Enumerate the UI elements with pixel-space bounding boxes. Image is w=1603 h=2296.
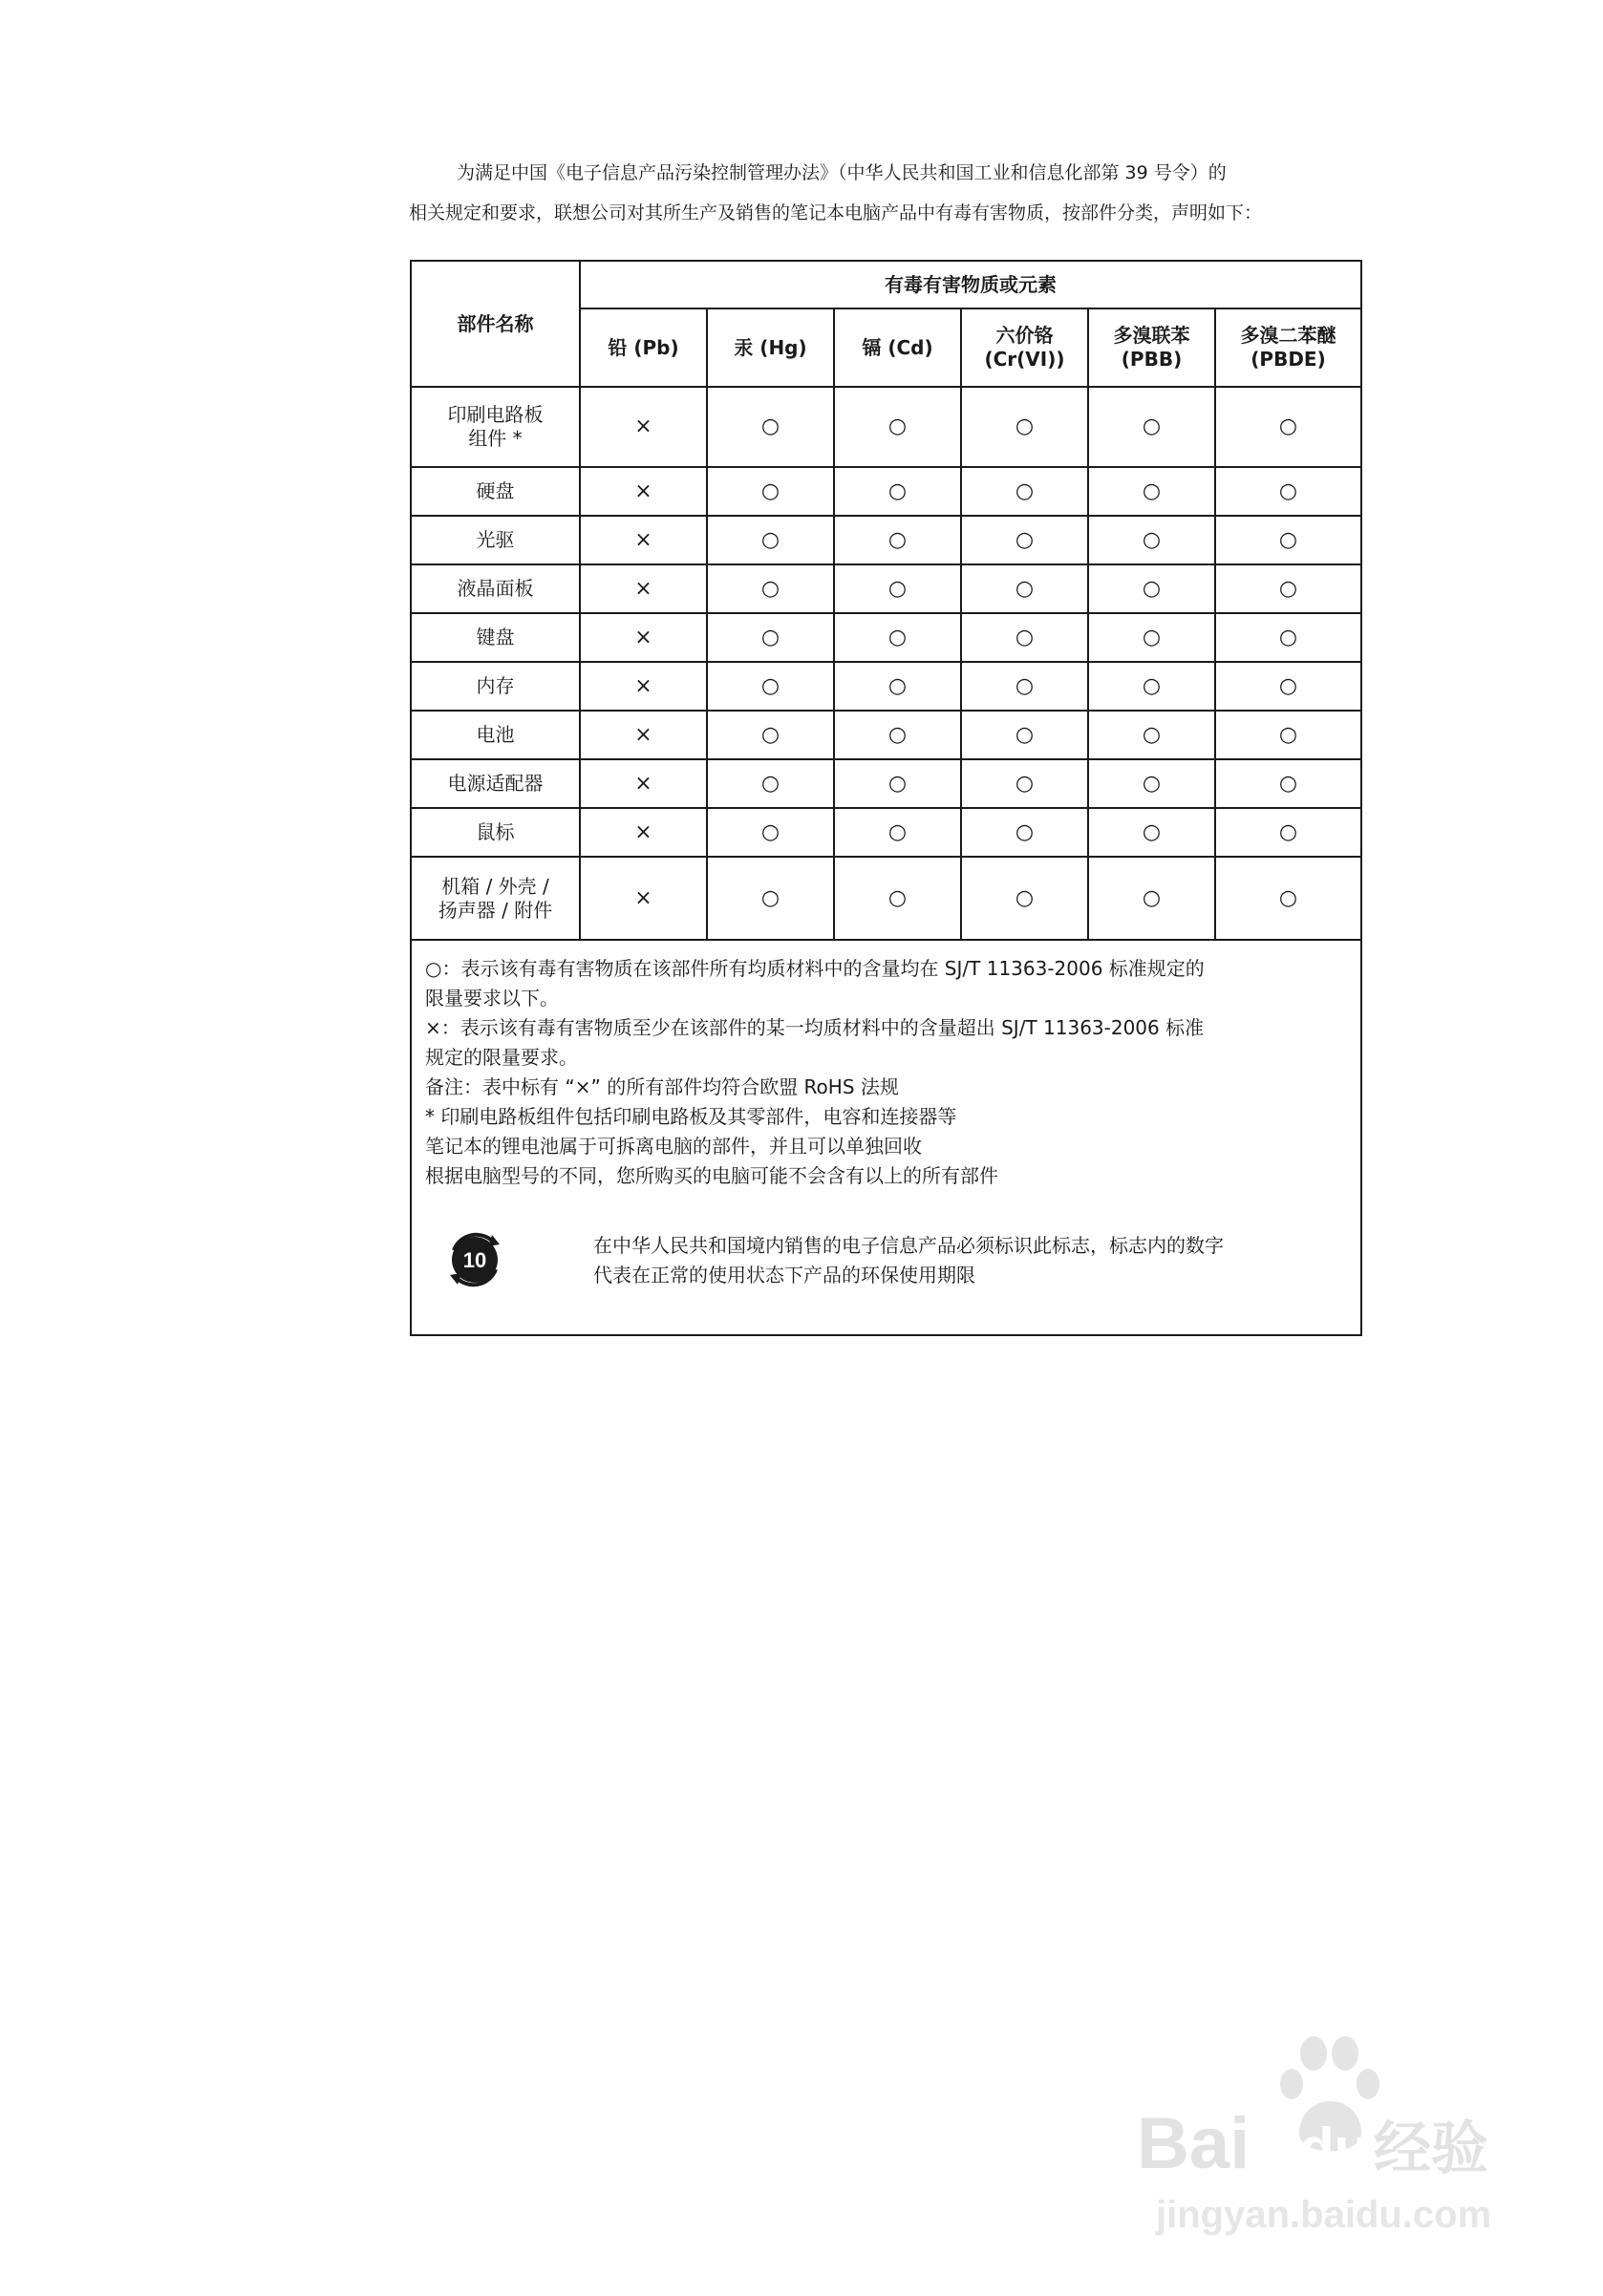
part-name-cell: 电池 xyxy=(411,711,580,759)
mark-cell: ○ xyxy=(834,387,961,467)
mark-cell: ○ xyxy=(834,662,961,711)
mark-cell: ○ xyxy=(961,564,1088,613)
part-name-cell: 光驱 xyxy=(411,516,580,564)
mark-cell: ○ xyxy=(1215,516,1361,564)
mark-cell: ○ xyxy=(961,516,1088,564)
mark-cell: ○ xyxy=(1088,857,1215,940)
mark-cell: ○ xyxy=(707,662,834,711)
mark-cell: ○ xyxy=(707,711,834,759)
efup-logo-row xyxy=(412,1191,1360,1334)
substance-header: 多溴联苯 (PBB) xyxy=(1088,308,1215,387)
baidu-jingyan-watermark xyxy=(1118,2025,1519,2273)
table-row xyxy=(411,711,1361,759)
logo-description: 在中华人民共和国境内销售的电子信息产品必须标识此标志，标志内的数字 代表在正常的使用状态下产品的环保使用期限 xyxy=(593,1234,1224,1286)
mark-cell: ○ xyxy=(707,467,834,516)
mark-cell: ○ xyxy=(961,711,1088,759)
mark-cell: ○ xyxy=(834,857,961,940)
mark-cell: ○ xyxy=(834,613,961,662)
mark-cell: ○ xyxy=(707,857,834,940)
mark-cell: ○ xyxy=(834,516,961,564)
mark-cell: ○ xyxy=(1215,564,1361,613)
notes-cell xyxy=(411,940,1361,1335)
mark-cell: ○ xyxy=(1215,467,1361,516)
substance-header: 镉 (Cd) xyxy=(834,308,961,387)
table-row xyxy=(411,387,1361,467)
mark-cell: ○ xyxy=(707,759,834,808)
intro-line-2: 相关规定和要求，联想公司对其所生产及销售的笔记本电脑产品中有毒有害物质，按部件分类，声明如下： xyxy=(409,202,1263,223)
table-row xyxy=(411,759,1361,808)
note-line: 根据电脑型号的不同，您所购买的电脑可能不会含有以上的所有部件 xyxy=(425,1164,998,1187)
intro-line-1: 为满足中国《电子信息产品污染控制管理办法》（中华人民共和国工业和信息化部第 39 号令）的 xyxy=(457,162,1227,183)
hazardous-substance-table xyxy=(410,260,1362,1336)
mark-cell: × xyxy=(580,613,707,662)
mark-cell: × xyxy=(580,857,707,940)
mark-cell: ○ xyxy=(834,564,961,613)
mark-cell: ○ xyxy=(1088,516,1215,564)
note-line: ○：表示该有毒有害物质在该部件所有均质材料中的含量均在 SJ/T 11363-2006 标准规定的 xyxy=(425,957,1205,980)
part-name-cell: 液晶面板 xyxy=(411,564,580,613)
table-row xyxy=(411,808,1361,857)
mark-cell: ○ xyxy=(707,387,834,467)
substance-header: 多溴二苯醚 (PBDE) xyxy=(1215,308,1361,387)
mark-cell: ○ xyxy=(1088,564,1215,613)
table-row xyxy=(411,857,1361,940)
note-line: * 印刷电路板组件包括印刷电路板及其零部件，电容和连接器等 xyxy=(425,1105,957,1128)
substance-group-header: 有毒有害物质或元素 xyxy=(580,261,1361,308)
mark-cell: ○ xyxy=(961,467,1088,516)
watermark-brand-cn: 经验 xyxy=(1374,2115,1488,2182)
mark-cell: ○ xyxy=(707,808,834,857)
legend-notes xyxy=(412,941,1360,1191)
mark-cell: ○ xyxy=(1215,711,1361,759)
mark-cell: ○ xyxy=(1088,759,1215,808)
table-row xyxy=(411,467,1361,516)
watermark-brand-du: du xyxy=(1299,2116,1370,2180)
mark-cell: ○ xyxy=(961,857,1088,940)
mark-cell: ○ xyxy=(1215,759,1361,808)
mark-cell: × xyxy=(580,467,707,516)
substance-header: 六价铬 (Cr(VI)) xyxy=(961,308,1088,387)
mark-cell: ○ xyxy=(1088,808,1215,857)
logo-number: 10 xyxy=(462,1248,487,1272)
mark-cell: ○ xyxy=(961,759,1088,808)
mark-cell: ○ xyxy=(1088,467,1215,516)
mark-cell: × xyxy=(580,564,707,613)
efup-10-year-icon xyxy=(444,1229,505,1290)
mark-cell: ○ xyxy=(961,808,1088,857)
mark-cell: ○ xyxy=(1215,662,1361,711)
mark-cell: ○ xyxy=(1088,613,1215,662)
mark-cell: ○ xyxy=(834,759,961,808)
mark-cell: ○ xyxy=(961,387,1088,467)
mark-cell: ○ xyxy=(707,613,834,662)
mark-cell: × xyxy=(580,711,707,759)
watermark-brand-latin: Bai xyxy=(1137,2103,1250,2184)
mark-cell: ○ xyxy=(1088,662,1215,711)
table-row xyxy=(411,613,1361,662)
mark-cell: × xyxy=(580,759,707,808)
note-line: ×：表示该有毒有害物质至少在该部件的某一均质材料中的含量超出 SJ/T 11363-2006 标准 xyxy=(425,1016,1205,1039)
mark-cell: × xyxy=(580,808,707,857)
mark-cell: ○ xyxy=(707,516,834,564)
mark-cell: ○ xyxy=(707,564,834,613)
mark-cell: ○ xyxy=(1215,613,1361,662)
part-name-cell: 键盘 xyxy=(411,613,580,662)
part-name-cell: 鼠标 xyxy=(411,808,580,857)
mark-cell: × xyxy=(580,387,707,467)
watermark-url: jingyan.baidu.com xyxy=(1156,2194,1492,2236)
note-line: 规定的限量要求。 xyxy=(425,1046,578,1069)
part-name-cell: 印刷电路板 组件 * xyxy=(411,387,580,467)
mark-cell: ○ xyxy=(1088,387,1215,467)
part-name-header: 部件名称 xyxy=(411,261,580,387)
part-name-cell: 硬盘 xyxy=(411,467,580,516)
mark-cell: × xyxy=(580,516,707,564)
note-line: 笔记本的锂电池属于可拆离电脑的部件，并且可以单独回收 xyxy=(425,1135,922,1158)
mark-cell: ○ xyxy=(834,711,961,759)
table-row xyxy=(411,516,1361,564)
substance-header: 铅 (Pb) xyxy=(580,308,707,387)
note-line: 备注：表中标有 “×” 的所有部件均符合欧盟 RoHS 法规 xyxy=(425,1075,899,1098)
mark-cell: ○ xyxy=(834,808,961,857)
note-line: 限量要求以下。 xyxy=(425,987,559,1010)
mark-cell: ○ xyxy=(1088,711,1215,759)
mark-cell: ○ xyxy=(961,662,1088,711)
mark-cell: ○ xyxy=(834,467,961,516)
part-name-cell: 电源适配器 xyxy=(411,759,580,808)
mark-cell: ○ xyxy=(1215,857,1361,940)
mark-cell: ○ xyxy=(1215,387,1361,467)
part-name-cell: 机箱 / 外壳 / 扬声器 / 附件 xyxy=(411,857,580,940)
table-row xyxy=(411,662,1361,711)
mark-cell: ○ xyxy=(961,613,1088,662)
part-name-cell: 内存 xyxy=(411,662,580,711)
substance-header: 汞 (Hg) xyxy=(707,308,834,387)
mark-cell: ○ xyxy=(1215,808,1361,857)
table-row xyxy=(411,564,1361,613)
mark-cell: × xyxy=(580,662,707,711)
